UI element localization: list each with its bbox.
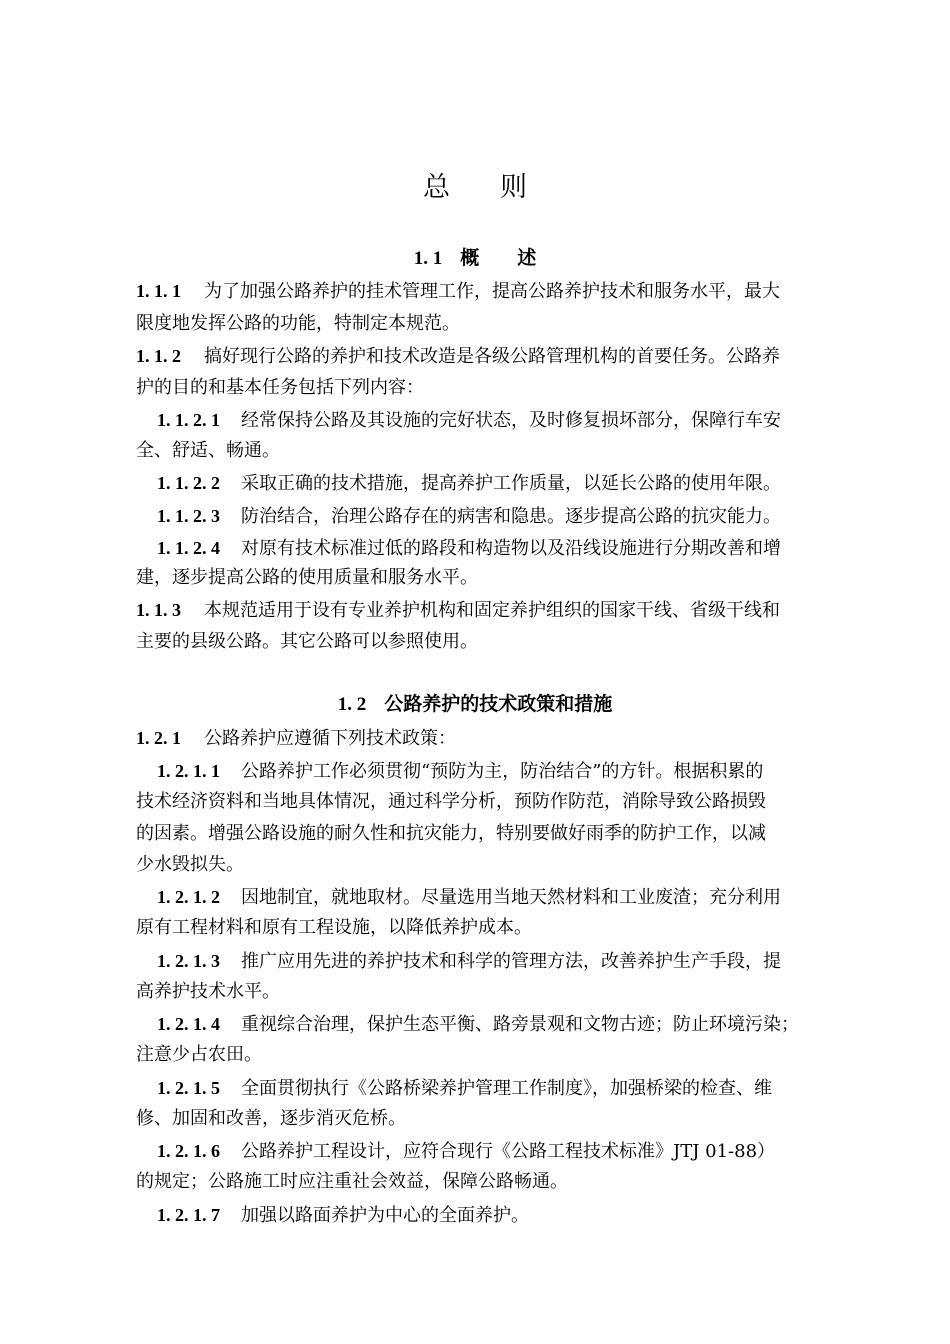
clause-text: 公路养护应遵循下列技术政策：: [204, 728, 456, 749]
clause-number: 1. 2. 1. 2: [157, 887, 220, 907]
section-number: 1. 2: [337, 694, 367, 715]
clause-number: 1. 1. 1: [136, 281, 181, 301]
paragraph-line: [0, 568, 950, 588]
paragraph-line: [0, 887, 950, 908]
chapter-title-char-2: 则: [500, 172, 527, 203]
clause-text: 本规范适用于设有专业养护机构和固定养护组织的国家干线、省级干线和: [204, 600, 780, 621]
paragraph-line: [0, 632, 950, 652]
paragraph-line: [0, 1205, 950, 1226]
paragraph-line: [0, 728, 950, 749]
paragraph-line: [0, 506, 950, 527]
clause-number: 1. 1. 2. 4: [157, 538, 220, 558]
clause-number: 1. 2. 1. 7: [157, 1205, 220, 1225]
clause-text: 为了加强公路养护的挂术管理工作，提高公路养护技术和服务水平，最大: [204, 281, 780, 302]
clause-number: 1. 1. 2. 3: [157, 506, 220, 526]
paragraph-line: [0, 1014, 950, 1035]
section-number: 1. 1: [413, 248, 443, 269]
paragraph-line: [0, 1078, 950, 1099]
paragraph-line: [0, 855, 950, 875]
clause-text: 原有工程材料和原有工程设施，以降低养护成本。: [136, 917, 532, 938]
clause-text: 限度地发挥公路的功能，特制定本规范。: [136, 313, 460, 334]
clause-text: 经常保持公路及其设施的完好状态，及时修复损坏部分，保障行车安: [241, 410, 781, 431]
section-title-1-2: [0, 689, 950, 716]
clause-text: 少水毁拟失。: [136, 854, 244, 875]
paragraph-line: [0, 346, 950, 367]
clause-text: 技术经济资料和当地具体情况，通过科学分析，预防作防范，消除导致公路损毁: [136, 791, 766, 812]
paragraph-line: [0, 982, 950, 1002]
section-title-1-1: [0, 243, 950, 270]
clause-number: 1. 2. 1. 1: [157, 761, 220, 781]
chapter-title-char-1: 总: [423, 172, 450, 203]
section-heading: 公路养护的技术政策和措施: [384, 693, 613, 715]
clause-text: 公路养护工作必须贯彻“预防为主，防治结合”的方针。根据积累的: [241, 761, 764, 782]
clause-text: 护的目的和基本任务包括下列内容：: [136, 377, 424, 398]
paragraph-line: [0, 538, 950, 559]
paragraph-line: [0, 473, 950, 494]
clause-text: 注意少占农田。: [136, 1044, 262, 1065]
paragraph-line: [0, 314, 950, 334]
paragraph-line: [0, 761, 950, 782]
clause-number: 1. 1. 2: [136, 346, 181, 366]
clause-text: 加强以路面养护为中心的全面养护。: [241, 1205, 529, 1226]
clause-text: 重视综合治理，保护生态平衡、路旁景观和文物古迹；防止环境污染；: [241, 1014, 799, 1035]
paragraph-line: [0, 281, 950, 302]
clause-number: 1. 2. 1. 6: [157, 1141, 220, 1161]
clause-text: 建，逐步提高公路的使用质量和服务水平。: [136, 567, 478, 588]
paragraph-line: [0, 1172, 950, 1192]
clause-text: 修、加固和改善，逐步消灭危桥。: [136, 1108, 406, 1129]
clause-text: 防治结合，治理公路存在的病害和隐患。逐步提高公路的抗灾能力。: [241, 506, 781, 527]
clause-number: 1. 2. 1. 5: [157, 1078, 220, 1098]
clause-text: 采取正确的技术措施，提高养护工作质量，以延长公路的使用年限。: [241, 473, 781, 494]
clause-text: 公路养护工程设计，应符合现行《公路工程技术标准》JTJ 01-88）: [241, 1141, 776, 1162]
clause-text: 推广应用先进的养护技术和科学的管理方法，改善养护生产手段，提: [241, 951, 781, 972]
clause-number: 1. 2. 1. 3: [157, 951, 220, 971]
clause-text: 高养护技术水平。: [136, 981, 280, 1002]
clause-number: 1. 2. 1: [136, 728, 181, 748]
paragraph-line: [0, 410, 950, 431]
clause-text: 全、舒适、畅通。: [136, 440, 280, 461]
paragraph-line: [0, 1109, 950, 1129]
paragraph-line: [0, 441, 950, 461]
clause-number: 1. 2. 1. 4: [157, 1014, 220, 1034]
paragraph-line: [0, 792, 950, 812]
clause-text: 对原有技术标准过低的路段和构造物以及沿线设施进行分期改善和增: [241, 538, 781, 559]
clause-text: 搞好现行公路的养护和技术改造是各级公路管理机构的首要任务。公路养: [204, 346, 780, 367]
clause-text: 因地制宜，就地取材。尽量选用当地天然材料和工业废渣；充分利用: [241, 887, 781, 908]
clause-text: 的因素。增强公路设施的耐久性和抗灾能力，特别要做好雨季的防护工作，以减: [136, 823, 766, 844]
clause-number: 1. 1. 2. 2: [157, 473, 220, 493]
clause-number: 1. 1. 3: [136, 600, 181, 620]
clause-number: 1. 1. 2. 1: [157, 410, 220, 430]
section-heading: 概 述: [460, 247, 537, 269]
clause-text: 的规定；公路施工时应注重社会效益，保障公路畅通。: [136, 1171, 568, 1192]
paragraph-line: [0, 951, 950, 972]
paragraph-line: [0, 1045, 950, 1065]
paragraph-line: [0, 600, 950, 621]
paragraph-line: [0, 378, 950, 398]
clause-text: 全面贯彻执行《公路桥梁养护管理工作制度》，加强桥梁的检查、维: [241, 1078, 772, 1099]
chapter-title: [0, 165, 950, 204]
paragraph-line: [0, 824, 950, 844]
clause-text: 主要的县级公路。其它公路可以参照使用。: [136, 631, 478, 652]
paragraph-line: [0, 918, 950, 938]
paragraph-line: [0, 1141, 950, 1162]
